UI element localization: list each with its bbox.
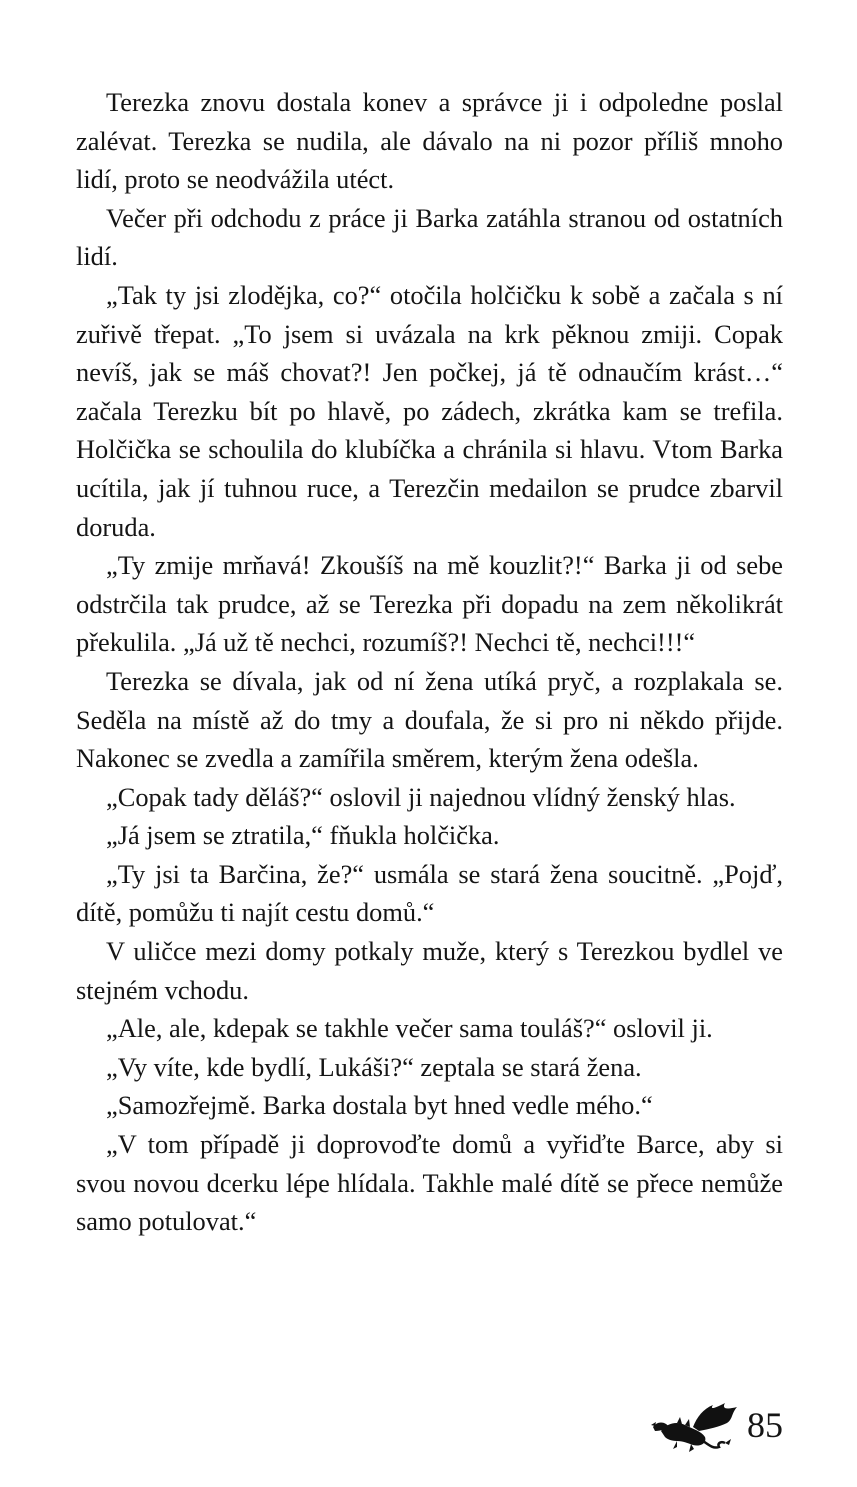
page-footer [647, 1395, 783, 1455]
paragraph: „Tak ty jsi zlodějka, co?“ otočila holčičku k sobě a začala s ní zuřivě třepat. „To jsem si uvázala na krk pěknou zmiji. Copak nevíš, jak se máš chovat?! Jen počkej, já tě odnaučím krást…“ začala Terezku bít po hlavě, po zádech, zkrátka kam se trefila. Holčička se schoulila do klubíčka a chránila si hlavu. Vtom Barka ucítila, jak jí tuhnou ruce, a Terezčin medailon se prudce zbarvil doruda. [76, 279, 783, 542]
paragraph: Terezka znovu dostala konev a správce ji i odpoledne poslal zalévat. Terezka se nudila, ale dávalo na ni pozor příliš mnoho lidí, proto se neodvážila utéct. [76, 87, 783, 195]
paragraph: Terezka se dívala, jak od ní žena utíká pryč, a rozplakala se. Seděla na místě až do tmy a doufala, že si pro ni někdo přijde. Nakonec se zvedla a zamířila směrem, kterým žena odešla. [76, 665, 783, 774]
paragraph: „Já jsem se ztratila,“ fňukla holčička. [106, 820, 500, 851]
paragraph: „Copak tady děláš?“ oslovil ji najednou vlídný ženský hlas. [106, 781, 736, 812]
paragraph: „V tom případě ji doprovoďte domů a vyřiďte Barce, aby si svou novou dcerku lépe hlídala. Takhle malé dítě se přece nemůže samo potulovat.“ [76, 1129, 783, 1237]
page-body-text [76, 83, 783, 1241]
paragraph: „Ty zmije mrňavá! Zkoušíš na mě kouzlit?!“ Barka ji od sebe odstrčila tak prudce, až se Terezka při dopadu na zem několikrát překulila. „Já už tě nechci, rozumíš?! Nechci tě, nechci!!!“ [76, 550, 783, 658]
paragraph: Večer při odchodu z práce ji Barka zatáhla stranou od ostatních lidí. [76, 202, 783, 272]
paragraph: V uličce mezi domy potkaly muže, který s Terezkou bydlel ve stejném vchodu. [76, 936, 783, 1005]
page-number: 85 [747, 1405, 783, 1445]
dragon-icon [647, 1397, 739, 1453]
paragraph: „Ale, ale, kdepak se takhle večer sama touláš?“ oslovil ji. [106, 1013, 713, 1044]
paragraph: „Samozřejmě. Barka dostala byt hned vedle mého.“ [106, 1090, 653, 1121]
paragraph: „Vy víte, kde bydlí, Lukáši?“ zeptala se stará žena. [106, 1051, 642, 1082]
paragraph: „Ty jsi ta Barčina, že?“ usmála se stará žena soucitně. „Pojď, dítě, pomůžu ti najít cestu domů.“ [76, 858, 783, 928]
